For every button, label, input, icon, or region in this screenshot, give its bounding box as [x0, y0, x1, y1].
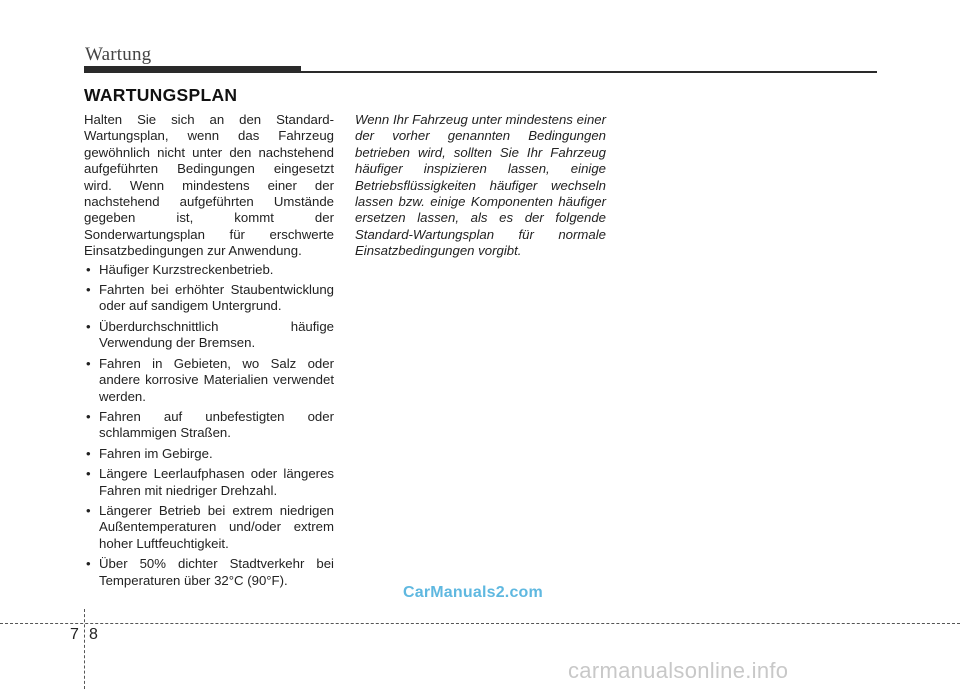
right-column — [355, 112, 606, 260]
list-item-text: Über 50% dichter Stadtverkehr bei Temperaturen über 32°C (90°F). — [99, 556, 334, 588]
list-item-text: Längerer Betrieb bei extrem niedrigen Außentemperaturen und/oder extrem hoher Luftfeuchtigkeit. — [99, 502, 334, 551]
bullet-icon: • — [86, 408, 91, 424]
intro-paragraph: Halten Sie sich an den Standard-Wartungsplan, wenn das Fahrzeug gewöhnlich nicht unter den nachstehend aufgeführten Bedingungen eingesetzt wird. Wenn mindestens einer der nachstehend aufgeführten Umstände gegeben ist, kommt der Sonderwartungsplan für erschwerte Einsatzbedingungen zur Anwendung. — [84, 112, 334, 259]
list-item — [84, 446, 334, 462]
list-item — [84, 466, 334, 499]
footer-vertical-divider — [84, 609, 85, 689]
bullet-icon: • — [86, 502, 91, 518]
footer-site-watermark: carmanualsonline.info — [568, 658, 789, 683]
list-item-text: Fahren in Gebieten, wo Salz oder andere korrosive Materialien verwendet werden. — [99, 355, 334, 404]
list-item-text: Fahren im Gebirge. — [99, 445, 213, 461]
bullet-icon: • — [86, 318, 91, 334]
list-item-text: Längere Leerlaufphasen oder längeres Fahren mit niedriger Drehzahl. — [99, 466, 334, 498]
header-rule — [301, 71, 877, 73]
left-column — [84, 112, 334, 593]
chapter-number: 7 — [70, 626, 79, 643]
list-item-text: Fahren auf unbefestigten oder schlammigen Straßen. — [99, 408, 334, 441]
bullet-icon: • — [86, 466, 91, 482]
header-bar — [84, 66, 301, 73]
list-item — [84, 409, 334, 442]
condition-list — [84, 262, 334, 589]
bullet-icon: • — [86, 445, 91, 461]
list-item-text: Häufiger Kurzstreckenbetrieb. — [99, 261, 274, 277]
bullet-icon: • — [86, 261, 91, 277]
list-item — [84, 282, 334, 315]
chapter-title: Wartung — [85, 44, 152, 65]
bullet-icon: • — [86, 556, 91, 572]
section-title: WARTUNGSPLAN — [84, 85, 238, 105]
list-item — [84, 556, 334, 589]
bullet-icon: • — [86, 282, 91, 298]
page-number: 8 — [89, 626, 98, 643]
list-item — [84, 356, 334, 405]
watermark-link[interactable]: CarManuals2.com — [403, 584, 543, 601]
list-item — [84, 503, 334, 552]
bullet-icon: • — [86, 355, 91, 371]
footer-divider — [0, 623, 960, 624]
list-item — [84, 262, 334, 278]
list-item-text: Fahrten bei erhöhter Staubentwicklung oder auf sandigem Untergrund. — [99, 282, 334, 314]
list-item-text: Überdurchschnittlich häufige Verwendung der Bremsen. — [99, 318, 334, 351]
note-paragraph: Wenn Ihr Fahrzeug unter mindestens einer der vorher genannten Bedingungen betrieben wird, sollten Sie Ihr Fahrzeug häufiger inspizieren lassen, einige Betriebsflüssigkeiten häufiger wechseln lassen bzw. einige Komponenten häufiger ersetzen lassen, als es der folgende Standard-Wartungsplan für normale Einsatzbedingungen vorgibt. — [355, 112, 606, 259]
list-item — [84, 319, 334, 352]
